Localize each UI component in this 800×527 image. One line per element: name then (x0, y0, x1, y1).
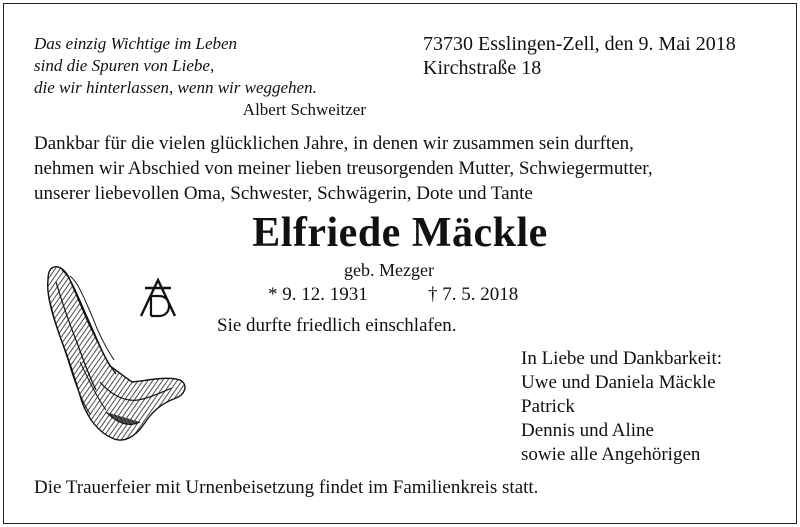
place-date-block (423, 32, 783, 80)
duerer-monogram-icon (137, 276, 179, 322)
death-date: † 7. 5. 2018 (428, 284, 519, 305)
intro-line: Dankbar für die vielen glücklichen Jahre, in denen wir zusammen sein durften, (34, 133, 634, 154)
birth-date: * 9. 12. 1931 (268, 284, 368, 305)
place-date: 73730 Esslingen-Zell, den 9. Mai 2018 (423, 33, 736, 55)
mourners-block (521, 347, 722, 467)
mourner-line: sowie alle Angehörigen (521, 444, 701, 465)
intro-text (34, 131, 774, 206)
quote-line: sind die Spuren von Liebe, (34, 56, 215, 75)
life-dates (268, 283, 518, 307)
quote-line: die wir hinterlassen, wenn wir weggehen. (34, 78, 317, 97)
mourner-line: Uwe und Daniela Mäckle (521, 372, 716, 393)
intro-line: nehmen wir Abschied von meiner lieben treusorgenden Mutter, Schwiegermutter, (34, 158, 653, 179)
mourner-line: In Liebe und Dankbarkeit: (521, 348, 723, 369)
intro-line: unserer liebevollen Oma, Schwester, Schwägerin, Dote und Tante (34, 183, 533, 204)
quote-line: Das einzig Wichtige im Leben (34, 34, 238, 53)
street-address: Kirchstraße 18 (423, 57, 542, 79)
deceased-name: Elfriede Mäckle (252, 210, 548, 256)
funeral-note: Die Trauerfeier mit Urnenbeisetzung findet im Familienkreis statt. (34, 477, 539, 498)
quote-block (34, 33, 374, 121)
birth-name: geb. Mezger (344, 260, 434, 280)
mourner-line: Patrick (521, 396, 575, 417)
mourner-line: Dennis und Aline (521, 420, 654, 441)
peace-note: Sie durfte friedlich einschlafen. (217, 315, 457, 336)
quote-author: Albert Schweitzer (242, 100, 366, 119)
